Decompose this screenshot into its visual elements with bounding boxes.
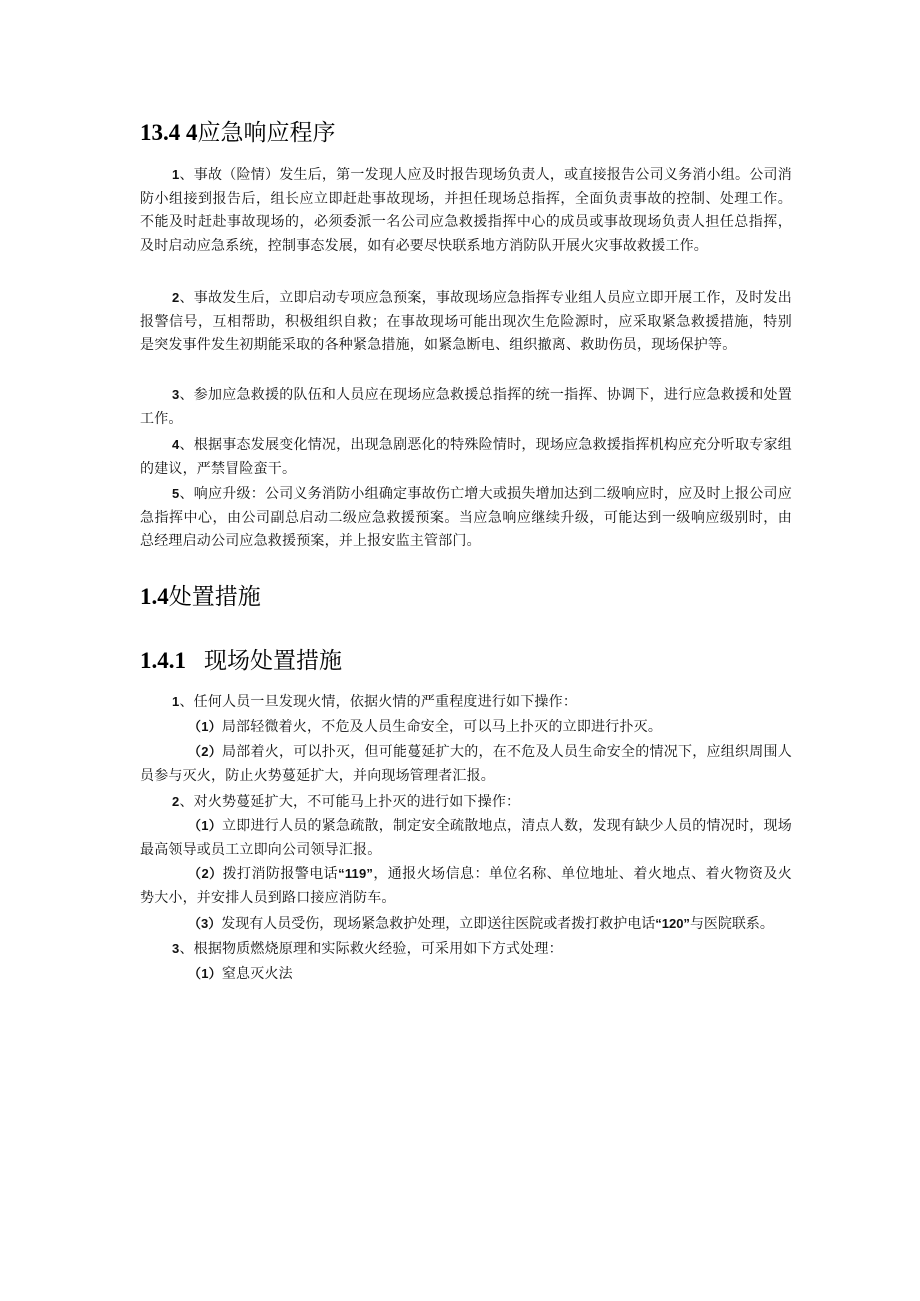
item-number: 3 <box>172 941 180 956</box>
paragraph-number: 4 <box>172 437 180 452</box>
paragraph-1 <box>140 163 792 258</box>
item-2-3 <box>140 912 800 937</box>
paragraph-text: 、参加应急救援的队伍和人员应在现场应急救援总指挥的统一指挥、协调下，进行应急救援和处置工作。 <box>140 387 792 427</box>
phone-number-ambulance: “120” <box>655 916 690 931</box>
paragraph-text: 、事故发生后，立即启动专项应急预案，事故现场应急指挥专业组人员应立即开展工作，及时发出报警信号，互相帮助，积极组织自救；在事故现场可能出现次生危险源时，应采取紧急救援措施，特别是突发事件发生初期能采取的各种紧急措施，如紧急断电、组织撤离、救助伤员，现场保护等。 <box>140 290 792 353</box>
item-3 <box>140 937 792 962</box>
item-number: （1） <box>188 818 222 833</box>
paragraph-text: 、根据事态发展变化情况，出现急剧恶化的特殊险情时，现场应急救援指挥机构应充分听取专家组的建议，严禁冒险蛮干。 <box>140 437 792 477</box>
paragraph-number: 3 <box>172 387 180 402</box>
paragraph-5 <box>140 482 792 554</box>
item-text: 局部轻微着火，不危及人员生命安全，可以马上扑灭的立即进行扑灭。 <box>221 719 663 735</box>
item-text: 、根据物质燃烧原理和实际救火经验，可采用如下方式处理： <box>179 941 563 957</box>
item-number: （1） <box>188 719 222 734</box>
paragraph-text: 、响应升级：公司义务消防小组确定事故伤亡增大或损失增加达到二级响应时，应及时上报公司应急指挥中心，由公司副总启动二级应急救援预案。当应急响应继续升级，可能达到一级响应级别时，由总经理启动公司应急救援预案，并上报安监主管部门。 <box>140 486 792 549</box>
paragraph-text: 、事故（险情）发生后，第一发现人应及时报告现场负责人，或直接报告公司义务消小组。公司消防小组接到报告后，组长应立即赶赴事故现场，并担任现场总指挥，全面负责事故的控制、处理工作。不能及时赶赴事故现场的，必须委派一名公司应急救援指挥中心的成员或事故现场负责人担任总指挥，及时启动应急系统，控制事态发展，如有必要尽快联系地方消防队开展火灾事故救援工作。 <box>140 167 792 254</box>
item-text: 与医院联系。 <box>689 916 774 932</box>
item-number: （1） <box>188 966 222 981</box>
item-2-2 <box>140 862 792 910</box>
item-1-1 <box>140 715 792 740</box>
item-number: 2 <box>172 794 180 809</box>
paragraph-number: 1 <box>172 167 180 182</box>
item-number: （2） <box>188 866 223 881</box>
item-number: （3） <box>188 916 222 931</box>
section-heading-onsite-measures <box>140 642 342 675</box>
item-text: 、任何人员一旦发现火情，依据火情的严重程度进行如下操作： <box>179 694 578 710</box>
item-text: ，通报火场信息：单位名称、单位地址、着火地点、着火物资及火势大小，并安排人员到路口接应消防车。 <box>140 866 792 906</box>
paragraph-3 <box>140 383 792 431</box>
item-text: 局部着火，可以扑灭，但可能蔓延扩大的，在不危及人员生命安全的情况下，应组织周围人员参与灭火，防止火势蔓延扩大，并向现场管理者汇报。 <box>140 744 792 784</box>
item-text: 立即进行人员的紧急疏散，制定安全疏散地点，清点人数，发现有缺少人员的情况时，现场最高领导或员工立即向公司领导汇报。 <box>140 818 792 858</box>
item-text: 窒息灭火法 <box>221 966 293 982</box>
section-number: 1.4.1 <box>140 648 186 673</box>
paragraph-4 <box>140 433 792 481</box>
paragraph-number: 5 <box>172 486 180 501</box>
section-number: 13.4 4 <box>140 120 198 145</box>
section-title: 现场处置措施 <box>204 648 342 674</box>
paragraph-2 <box>140 286 792 358</box>
item-text-pre: 拨打消防报警电话 <box>222 866 339 882</box>
item-2-1 <box>140 814 792 862</box>
item-number: （2） <box>188 744 222 759</box>
phone-number-fire: “119” <box>338 866 374 881</box>
paragraph-number: 2 <box>172 290 180 305</box>
item-text-pre: 发现有人员受伤，现场紧急救护处理，立即送往医院或者拨打救护电话 <box>221 916 656 932</box>
section-heading-emergency-response <box>140 114 336 147</box>
item-3-1 <box>140 962 792 987</box>
item-text: 、对火势蔓延扩大，不可能马上扑灭的进行如下操作： <box>179 794 521 810</box>
section-heading-measures <box>140 578 261 611</box>
item-1-2 <box>140 740 792 788</box>
section-title: 处置措施 <box>168 584 261 610</box>
item-1 <box>140 690 792 715</box>
item-number: 1 <box>172 694 180 709</box>
item-2 <box>140 790 792 815</box>
section-number: 1.4 <box>140 584 169 609</box>
section-title: 应急响应程序 <box>197 120 336 146</box>
